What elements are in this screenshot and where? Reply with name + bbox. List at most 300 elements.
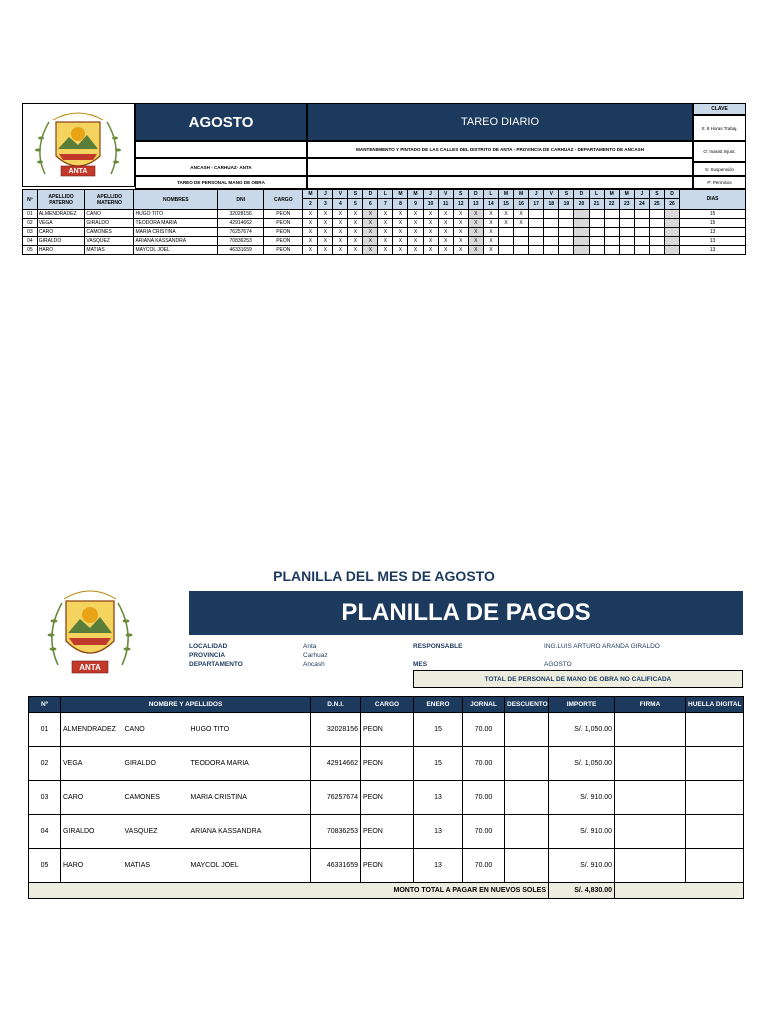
tareo-blank-cell <box>307 158 693 176</box>
localidad-label: LOCALIDAD <box>189 643 228 650</box>
attendance-mark <box>574 246 589 255</box>
attendance-mark: X <box>393 219 408 228</box>
day-number: 14 <box>483 199 498 210</box>
apellido-paterno: GIRALDO <box>61 815 123 849</box>
dias-total: 13 <box>680 246 746 255</box>
apellido-paterno: VEGA <box>61 747 123 781</box>
attendance-mark: X <box>378 246 393 255</box>
huella-cell <box>686 747 744 781</box>
total-personal-box: TOTAL DE PERSONAL DE MANO DE OBRA NO CALIFICADA <box>413 670 743 688</box>
clave-s: S: Suspensión <box>693 162 746 176</box>
attendance-mark <box>664 219 679 228</box>
attendance-mark <box>664 210 679 219</box>
day-number: 20 <box>574 199 589 210</box>
attendance-mark: X <box>318 237 333 246</box>
day-letter: L <box>483 190 498 199</box>
attendance-mark: X <box>333 219 348 228</box>
attendance-mark: X <box>423 210 438 219</box>
attendance-mark <box>498 237 513 246</box>
row-number: 01 <box>29 713 61 747</box>
attendance-mark: X <box>333 246 348 255</box>
dias-trabajados: 13 <box>414 781 463 815</box>
attendance-mark: X <box>333 237 348 246</box>
apellido-paterno: VEGA <box>37 219 85 228</box>
attendance-mark: X <box>408 210 423 219</box>
dni: 70836253 <box>311 815 361 849</box>
attendance-mark: X <box>498 210 513 219</box>
attendance-mark <box>619 246 634 255</box>
planilla-header-row <box>29 697 744 713</box>
attendance-mark <box>544 246 559 255</box>
apellido-materno: CANO <box>85 210 134 219</box>
attendance-mark: X <box>378 228 393 237</box>
col-dni: D.N.I. <box>311 697 361 713</box>
apellido-materno: VASQUEZ <box>85 237 134 246</box>
attendance-mark: X <box>468 237 483 246</box>
day-number: 19 <box>559 199 574 210</box>
attendance-mark <box>529 246 544 255</box>
apellido-materno: CAMONES <box>85 228 134 237</box>
descuento <box>505 747 549 781</box>
nombres: MAYCOL JOEL <box>189 849 311 883</box>
day-number: 5 <box>348 199 363 210</box>
attendance-mark: X <box>363 228 378 237</box>
attendance-mark <box>574 210 589 219</box>
tareo-blank-cell <box>135 141 307 158</box>
attendance-mark: X <box>363 219 378 228</box>
attendance-mark <box>664 237 679 246</box>
day-letter: J <box>529 190 544 199</box>
attendance-mark <box>559 210 574 219</box>
day-number: 23 <box>619 199 634 210</box>
day-letter: D <box>664 190 679 199</box>
attendance-mark: X <box>393 246 408 255</box>
attendance-mark <box>529 219 544 228</box>
day-letter: M <box>408 190 423 199</box>
total-value: S/. 4,830.00 <box>549 883 615 899</box>
attendance-mark: X <box>483 210 498 219</box>
dias-total: 15 <box>680 219 746 228</box>
attendance-mark: X <box>408 228 423 237</box>
nombres: MARIA CRISTINA <box>189 781 311 815</box>
day-number: 8 <box>393 199 408 210</box>
attendance-mark: X <box>378 219 393 228</box>
day-letter: S <box>559 190 574 199</box>
firma-cell <box>615 713 686 747</box>
cargo: PEON <box>264 237 303 246</box>
firma-cell <box>615 747 686 781</box>
dni: 32028156 <box>311 713 361 747</box>
attendance-mark <box>604 219 619 228</box>
attendance-mark: X <box>378 237 393 246</box>
day-number: 7 <box>378 199 393 210</box>
dni: 42914662 <box>218 219 264 228</box>
attendance-mark: X <box>468 210 483 219</box>
attendance-mark <box>604 246 619 255</box>
attendance-mark <box>574 228 589 237</box>
attendance-mark <box>604 237 619 246</box>
col-descuento: DESCUENTO <box>505 697 549 713</box>
attendance-mark <box>664 228 679 237</box>
attendance-mark <box>649 228 664 237</box>
planilla-pre-title: PLANILLA DEL MES DE AGOSTO <box>273 568 495 584</box>
day-number: 26 <box>664 199 679 210</box>
day-letter: V <box>333 190 348 199</box>
col-cargo: CARGO <box>264 190 303 210</box>
day-letter: S <box>453 190 468 199</box>
jornal: 70.00 <box>463 781 505 815</box>
planilla-row <box>29 781 744 815</box>
cargo: PEON <box>361 713 414 747</box>
departamento-value: Ancash <box>303 661 325 668</box>
planilla-row <box>29 849 744 883</box>
attendance-mark <box>604 228 619 237</box>
importe: S/. 1,050.00 <box>549 747 615 781</box>
cargo: PEON <box>264 219 303 228</box>
attendance-mark: X <box>348 210 363 219</box>
day-number: 6 <box>363 199 378 210</box>
apellido-materno: CANO <box>123 713 189 747</box>
tareo-row <box>23 210 746 219</box>
dni: 32028156 <box>218 210 264 219</box>
day-letter: L <box>589 190 604 199</box>
attendance-mark <box>559 219 574 228</box>
attendance-mark: X <box>363 237 378 246</box>
huella-cell <box>686 849 744 883</box>
attendance-mark <box>619 228 634 237</box>
nombres: MAYCOL JOEL <box>134 246 218 255</box>
total-empty <box>615 883 744 899</box>
day-letter: J <box>423 190 438 199</box>
col-ap-paterno: APELLIDO PATERNO <box>37 190 85 210</box>
attendance-mark: X <box>303 228 318 237</box>
row-number: 02 <box>23 219 38 228</box>
tareo-title: TAREO DIARIO <box>307 103 693 141</box>
attendance-mark: X <box>348 228 363 237</box>
day-number: 3 <box>318 199 333 210</box>
apellido-paterno: HARO <box>37 246 85 255</box>
clave-p: P: Permisos <box>693 176 746 189</box>
day-letter: D <box>468 190 483 199</box>
localidad-value: Anta <box>303 643 317 650</box>
jornal: 70.00 <box>463 747 505 781</box>
attendance-mark: X <box>363 246 378 255</box>
attendance-mark <box>544 237 559 246</box>
day-number: 9 <box>408 199 423 210</box>
row-number: 05 <box>23 246 38 255</box>
day-letter: D <box>363 190 378 199</box>
nombres: ARIANA KASSANDRA <box>189 815 311 849</box>
nombres: HUGO TITO <box>134 210 218 219</box>
tareo-logo-cell <box>22 103 135 187</box>
attendance-mark: X <box>363 210 378 219</box>
day-letter: D <box>574 190 589 199</box>
attendance-mark <box>589 210 604 219</box>
nombres: ARIANA KASSANDRA <box>134 237 218 246</box>
col-n: Nº <box>23 190 38 210</box>
col-ap-materno: APELLIDO MATERNO <box>85 190 134 210</box>
attendance-mark <box>559 228 574 237</box>
col-enero: ENERO <box>414 697 463 713</box>
day-number: 25 <box>649 199 664 210</box>
dni: 76257674 <box>218 228 264 237</box>
day-number: 24 <box>634 199 649 210</box>
col-huella: HUELLA DIGITAL <box>686 697 744 713</box>
day-number: 18 <box>544 199 559 210</box>
row-number: 03 <box>23 228 38 237</box>
day-letter: M <box>393 190 408 199</box>
cargo: PEON <box>361 781 414 815</box>
tareo-logo-label: ANTA <box>68 168 88 175</box>
attendance-mark: X <box>468 219 483 228</box>
tareo-blank-cell <box>307 176 693 189</box>
attendance-mark <box>589 246 604 255</box>
row-number: 04 <box>23 237 38 246</box>
huella-cell <box>686 781 744 815</box>
departamento-label: DEPARTAMENTO <box>189 661 243 668</box>
attendance-mark: X <box>483 219 498 228</box>
attendance-mark <box>634 228 649 237</box>
day-letter: M <box>604 190 619 199</box>
planilla-table <box>28 696 744 899</box>
attendance-mark: X <box>393 210 408 219</box>
apellido-materno: MATIAS <box>85 246 134 255</box>
day-number: 12 <box>453 199 468 210</box>
apellido-materno: GIRALDO <box>123 747 189 781</box>
dias-trabajados: 13 <box>414 849 463 883</box>
day-letter: L <box>378 190 393 199</box>
attendance-mark: X <box>393 237 408 246</box>
tareo-location: ANCASH - CARHUAZ- ANTA <box>135 158 307 176</box>
firma-cell <box>615 849 686 883</box>
attendance-mark: X <box>468 246 483 255</box>
apellido-paterno: ALMENDRADEZ <box>37 210 85 219</box>
attendance-mark <box>664 246 679 255</box>
attendance-mark: X <box>318 246 333 255</box>
planilla-title: PLANILLA DE PAGOS <box>189 591 743 635</box>
attendance-mark <box>589 219 604 228</box>
attendance-mark: X <box>453 246 468 255</box>
attendance-mark <box>619 219 634 228</box>
row-number: 04 <box>29 815 61 849</box>
attendance-mark <box>649 219 664 228</box>
attendance-mark <box>544 228 559 237</box>
attendance-mark <box>619 210 634 219</box>
mes-value: AGOSTO <box>544 661 572 668</box>
apellido-materno: MATIAS <box>123 849 189 883</box>
cargo: PEON <box>361 815 414 849</box>
tareo-table <box>22 189 746 255</box>
day-number: 4 <box>333 199 348 210</box>
planilla-row <box>29 713 744 747</box>
importe: S/. 1,050.00 <box>549 713 615 747</box>
tareo-project: MANTENIMIENTO Y PINTADO DE LAS CALLES DEL DISTRITO DE ANTA - PROVINCIA DE CARHUAZ - DEPARTAMENTO DE ANCASH <box>307 141 693 158</box>
attendance-mark: X <box>468 228 483 237</box>
attendance-mark <box>529 210 544 219</box>
day-letter: M <box>514 190 529 199</box>
dni: 46331659 <box>218 246 264 255</box>
attendance-mark: X <box>514 219 529 228</box>
attendance-mark: X <box>483 228 498 237</box>
responsable-label: RESPONSABLE <box>413 643 463 650</box>
attendance-mark <box>559 237 574 246</box>
dni: 76257674 <box>311 781 361 815</box>
col-n: Nº <box>29 697 61 713</box>
col-jornal: JORNAL <box>463 697 505 713</box>
clave-x: X: 8 Horas Trabaj. <box>693 115 746 141</box>
attendance-mark: X <box>318 228 333 237</box>
tareo-subtitle: TAREO DE PERSONAL MANO DE OBRA <box>135 176 307 189</box>
attendance-mark: X <box>348 237 363 246</box>
attendance-mark: X <box>348 246 363 255</box>
cargo: PEON <box>264 246 303 255</box>
total-label: MONTO TOTAL A PAGAR EN NUEVOS SOLES <box>29 883 549 899</box>
col-dias: DIAS <box>680 190 746 210</box>
attendance-mark: X <box>408 246 423 255</box>
clave-header: CLAVE <box>693 103 746 115</box>
importe: S/. 910.00 <box>549 849 615 883</box>
provincia-value: Carhuaz <box>303 652 328 659</box>
col-nombres: NOMBRES <box>134 190 218 210</box>
day-letter: J <box>318 190 333 199</box>
tareo-month: AGOSTO <box>135 103 307 141</box>
cargo: PEON <box>264 228 303 237</box>
col-importe: IMPORTE <box>549 697 615 713</box>
attendance-mark: X <box>483 237 498 246</box>
jornal: 70.00 <box>463 713 505 747</box>
day-letter: S <box>649 190 664 199</box>
day-letter: M <box>619 190 634 199</box>
attendance-mark <box>649 237 664 246</box>
col-dni: DNI <box>218 190 264 210</box>
attendance-mark <box>559 246 574 255</box>
dni: 42914662 <box>311 747 361 781</box>
day-letter: S <box>348 190 363 199</box>
attendance-mark: X <box>453 219 468 228</box>
attendance-mark: X <box>303 210 318 219</box>
attendance-mark: X <box>453 228 468 237</box>
tareo-header-letters <box>23 190 746 199</box>
apellido-materno: CAMONES <box>123 781 189 815</box>
day-number: 15 <box>498 199 513 210</box>
attendance-mark <box>529 237 544 246</box>
attendance-mark <box>574 219 589 228</box>
col-firma: FIRMA <box>615 697 686 713</box>
nombres: TEODORA MARIA <box>134 219 218 228</box>
cargo: PEON <box>264 210 303 219</box>
row-number: 02 <box>29 747 61 781</box>
importe: S/. 910.00 <box>549 781 615 815</box>
day-number: 2 <box>303 199 318 210</box>
attendance-mark <box>604 210 619 219</box>
attendance-mark <box>574 237 589 246</box>
importe: S/. 910.00 <box>549 815 615 849</box>
attendance-mark <box>544 219 559 228</box>
col-cargo: CARGO <box>361 697 414 713</box>
attendance-mark: X <box>303 246 318 255</box>
dias-trabajados: 13 <box>414 815 463 849</box>
day-letter: J <box>634 190 649 199</box>
attendance-mark <box>634 210 649 219</box>
attendance-mark: X <box>408 219 423 228</box>
dias-total: 15 <box>680 210 746 219</box>
attendance-mark <box>498 246 513 255</box>
attendance-mark: X <box>453 210 468 219</box>
descuento <box>505 849 549 883</box>
attendance-mark <box>498 228 513 237</box>
tareo-row <box>23 246 746 255</box>
dias-total: 13 <box>680 237 746 246</box>
planilla-row <box>29 815 744 849</box>
day-letter: V <box>438 190 453 199</box>
attendance-mark: X <box>423 228 438 237</box>
attendance-mark: X <box>438 219 453 228</box>
attendance-mark <box>589 228 604 237</box>
day-letter: V <box>544 190 559 199</box>
attendance-mark: X <box>438 210 453 219</box>
dias-trabajados: 15 <box>414 713 463 747</box>
jornal: 70.00 <box>463 849 505 883</box>
attendance-mark: X <box>514 210 529 219</box>
attendance-mark: X <box>303 237 318 246</box>
jornal: 70.00 <box>463 815 505 849</box>
mes-label: MES <box>413 661 428 668</box>
attendance-mark <box>649 246 664 255</box>
apellido-paterno: CARO <box>37 228 85 237</box>
planilla-total-row <box>29 883 744 899</box>
day-number: 17 <box>529 199 544 210</box>
day-number: 21 <box>589 199 604 210</box>
cargo: PEON <box>361 849 414 883</box>
tareo-row <box>23 219 746 228</box>
attendance-mark: X <box>483 246 498 255</box>
attendance-mark <box>514 246 529 255</box>
attendance-mark <box>634 237 649 246</box>
attendance-mark: X <box>438 246 453 255</box>
attendance-mark <box>529 228 544 237</box>
apellido-paterno: HARO <box>61 849 123 883</box>
attendance-mark: X <box>408 237 423 246</box>
attendance-mark <box>619 237 634 246</box>
firma-cell <box>615 815 686 849</box>
planilla-row <box>29 747 744 781</box>
planilla-logo-label: ANTA <box>79 663 101 672</box>
attendance-mark: X <box>378 210 393 219</box>
attendance-mark: X <box>318 210 333 219</box>
attendance-mark: X <box>453 237 468 246</box>
day-number: 22 <box>604 199 619 210</box>
attendance-mark: X <box>498 219 513 228</box>
day-letter: M <box>303 190 318 199</box>
day-number: 13 <box>468 199 483 210</box>
huella-cell <box>686 815 744 849</box>
firma-cell <box>615 781 686 815</box>
descuento <box>505 815 549 849</box>
responsable-value: ING.LUIS ARTURO ARANDA GIRALDO <box>544 643 660 650</box>
attendance-mark: X <box>438 237 453 246</box>
descuento <box>505 713 549 747</box>
apellido-paterno: CARO <box>61 781 123 815</box>
apellido-materno: VASQUEZ <box>123 815 189 849</box>
clave-o: O: Inasist.Injust. <box>693 141 746 162</box>
apellido-paterno: GIRALDO <box>37 237 85 246</box>
planilla-logo <box>44 585 136 680</box>
nombres: MARIA CRISTINA <box>134 228 218 237</box>
attendance-mark <box>649 210 664 219</box>
apellido-materno: GIRALDO <box>85 219 134 228</box>
day-number: 11 <box>438 199 453 210</box>
attendance-mark: X <box>303 219 318 228</box>
